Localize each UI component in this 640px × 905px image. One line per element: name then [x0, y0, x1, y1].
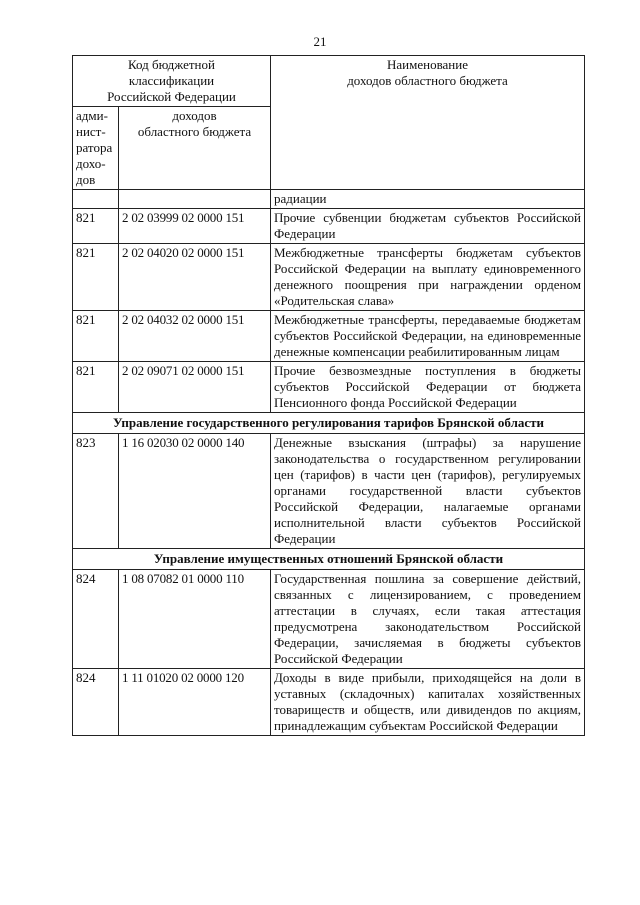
income-header-line-1: доходов: [172, 108, 217, 123]
income-name-cell: радиации: [271, 190, 585, 209]
table-row: [73, 570, 585, 669]
name-header-line-1: Наименование: [387, 57, 468, 72]
table-row: [73, 434, 585, 549]
admin-code-cell: 821: [73, 244, 119, 311]
income-name-header: [271, 56, 585, 190]
admin-code-cell: [73, 190, 119, 209]
income-name-cell: Межбюджетные трансферты бюджетам субъектов Российской Федерации на выплату единовременного денежного поощрения при награждении орденом «Родительская слава»: [271, 244, 585, 311]
code-group-header: [73, 56, 271, 107]
income-code-cell: 2 02 04032 02 0000 151: [119, 311, 271, 362]
table-row: [73, 209, 585, 244]
admin-header-line-1: адми-: [76, 108, 108, 123]
admin-header: [73, 107, 119, 190]
income-code-cell: 1 08 07082 01 0000 110: [119, 570, 271, 669]
table-row: [73, 244, 585, 311]
section-title-property: Управление имущественных отношений Брянской области: [73, 549, 585, 570]
code-group-line-1: Код бюджетной: [128, 57, 215, 72]
income-code-cell: 2 02 04020 02 0000 151: [119, 244, 271, 311]
admin-header-line-3: ратора: [76, 140, 113, 155]
section-header-row: [73, 413, 585, 434]
page-number: 21: [313, 34, 327, 49]
income-code-cell: 1 16 02030 02 0000 140: [119, 434, 271, 549]
income-name-cell: Денежные взыскания (штрафы) за нарушение законодательства о государственном регулировании цен (тарифов) в части цен (тарифов), регулируемых органами государственной власти субъектов Российской Федерации, налагаемые органами исполнительной власти субъектов Российской Федерации: [271, 434, 585, 549]
income-code-cell: 1 11 01020 02 0000 120: [119, 669, 271, 736]
income-code-header: [119, 107, 271, 190]
code-group-line-3: Российской Федерации: [107, 89, 236, 104]
admin-code-cell: 821: [73, 209, 119, 244]
section-title-tariffs: Управление государственного регулирования тарифов Брянской области: [73, 413, 585, 434]
table-row: [73, 669, 585, 736]
admin-code-cell: 824: [73, 669, 119, 736]
table-row: [73, 362, 585, 413]
income-header-line-2: областного бюджета: [137, 124, 252, 139]
table-row: [73, 190, 585, 209]
admin-header-line-2: нист-: [76, 124, 106, 139]
admin-header-line-5: дов: [76, 172, 96, 187]
income-name-cell: Государственная пошлина за совершение действий, связанных с лицензированием, с проведением аттестации в случаях, если такая аттестация предусмотрена законодательством Российской Федерации, зачисляемая в бюджеты субъектов Российской Федерации: [271, 570, 585, 669]
income-code-cell: 2 02 09071 02 0000 151: [119, 362, 271, 413]
income-code-cell: [119, 190, 271, 209]
admin-code-cell: 823: [73, 434, 119, 549]
table-row: [73, 311, 585, 362]
name-header-line-2: доходов областного бюджета: [347, 73, 508, 88]
section-header-row: [73, 549, 585, 570]
income-name-cell: Доходы в виде прибыли, приходящейся на доли в уставных (складочных) капиталах хозяйственных товариществ и обществ, или дивидендов по акциям, принадлежащим субъектам Российской Федерации: [271, 669, 585, 736]
code-group-line-2: классификации: [128, 73, 215, 88]
income-name-cell: Прочие субвенции бюджетам субъектов Российской Федерации: [271, 209, 585, 244]
admin-code-cell: 824: [73, 570, 119, 669]
budget-classification-table: [72, 55, 585, 736]
admin-code-cell: 821: [73, 362, 119, 413]
income-name-cell: Прочие безвозмездные поступления в бюджеты субъектов Российской Федерации от бюджета Пенсионного фонда Российской Федерации: [271, 362, 585, 413]
admin-header-line-4: дохо-: [76, 156, 106, 171]
income-code-cell: 2 02 03999 02 0000 151: [119, 209, 271, 244]
admin-code-cell: 821: [73, 311, 119, 362]
income-name-cell: Межбюджетные трансферты, передаваемые бюджетам субъектов Российской Федерации, на единовременные денежные компенсации реабилитированным лицам: [271, 311, 585, 362]
